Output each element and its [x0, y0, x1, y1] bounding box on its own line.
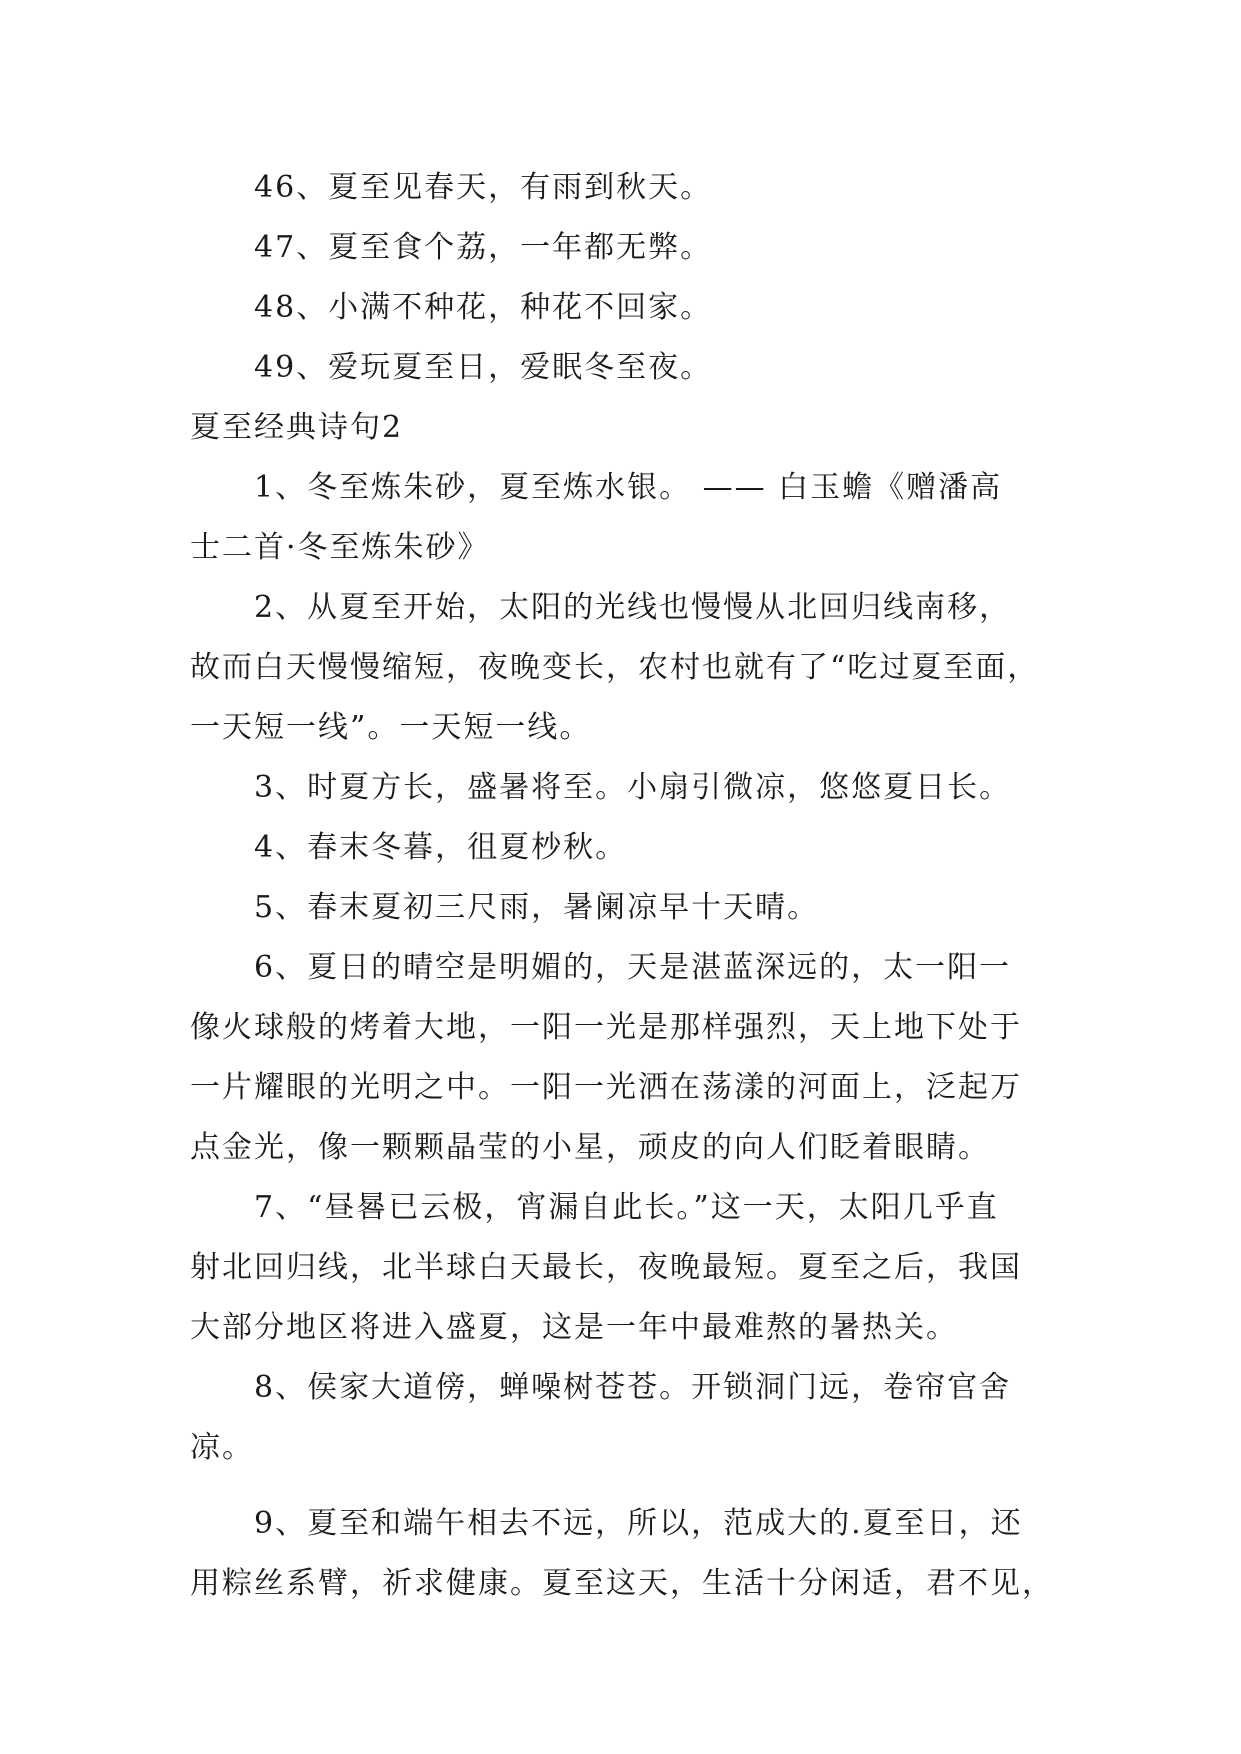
paragraph-line: 一片耀眼的光明之中。一阳一光洒在荡漾的河面上，泛起万 — [190, 1070, 1022, 1105]
paragraph-line: 5、春末夏初三尺雨，暑阑凉早十天晴。 — [254, 890, 820, 925]
paragraph-line: 凉。 — [190, 1430, 254, 1465]
document-body — [190, 158, 1052, 1614]
paragraph-line: 4、春末冬暮，徂夏杪秋。 — [254, 830, 628, 865]
paragraph-line: 8、侯家大道傍，蝉噪树苍苍。开锁洞门远，卷帘官舍 — [254, 1370, 1012, 1405]
paragraph-line: 大部分地区将进入盛夏，这是一年中最难熬的暑热关。 — [190, 1310, 958, 1345]
paragraph-line: 1、冬至炼朱砂，夏至炼水银。 —— 白玉蟾《赠潘高 — [254, 470, 1003, 505]
paragraph-line: 3、时夏方长，盛暑将至。小扇引微凉，悠悠夏日长。 — [254, 770, 1012, 805]
paragraph-line: 7、“昼晷已云极，宵漏自此长。”这一天，太阳几乎直 — [254, 1190, 999, 1225]
list-item: 46、夏至见春天，有雨到秋天。 — [254, 170, 713, 205]
paragraph-line: 9、夏至和端午相去不远，所以，范成大的.夏至日，还 — [254, 1506, 1023, 1541]
paragraph-line: 一天短一线”。一天短一线。 — [190, 710, 592, 745]
list-item: 48、小满不种花，种花不回家。 — [254, 290, 713, 325]
paragraph-line: 点金光，像一颗颗晶莹的小星，顽皮的向人们眨着眼睛。 — [190, 1130, 990, 1165]
paragraph-line: 用粽丝系臂，祈求健康。夏至这天，生活十分闲适，君不见， — [190, 1566, 1054, 1601]
paragraph-line: 士二首·冬至炼朱砂》 — [190, 530, 490, 565]
list-item: 49、爱玩夏至日，爱眠冬至夜。 — [254, 350, 713, 385]
paragraph-line: 2、从夏至开始，太阳的光线也慢慢从北回归线南移， — [254, 590, 1012, 625]
paragraph-line: 像火球般的烤着大地，一阳一光是那样强烈，天上地下处于 — [190, 1010, 1022, 1045]
section-title: 夏至经典诗句2 — [190, 410, 404, 445]
paragraph-line: 射北回归线，北半球白天最长，夜晚最短。夏至之后，我国 — [190, 1250, 1022, 1285]
paragraph-line: 故而白天慢慢缩短，夜晚变长，农村也就有了“吃过夏至面， — [190, 650, 1040, 685]
paragraph-gap — [190, 1478, 1052, 1494]
list-item: 47、夏至食个荔，一年都无弊。 — [254, 230, 713, 265]
paragraph-line: 6、夏日的晴空是明媚的，天是湛蓝深远的，太一阳一 — [254, 950, 1012, 985]
